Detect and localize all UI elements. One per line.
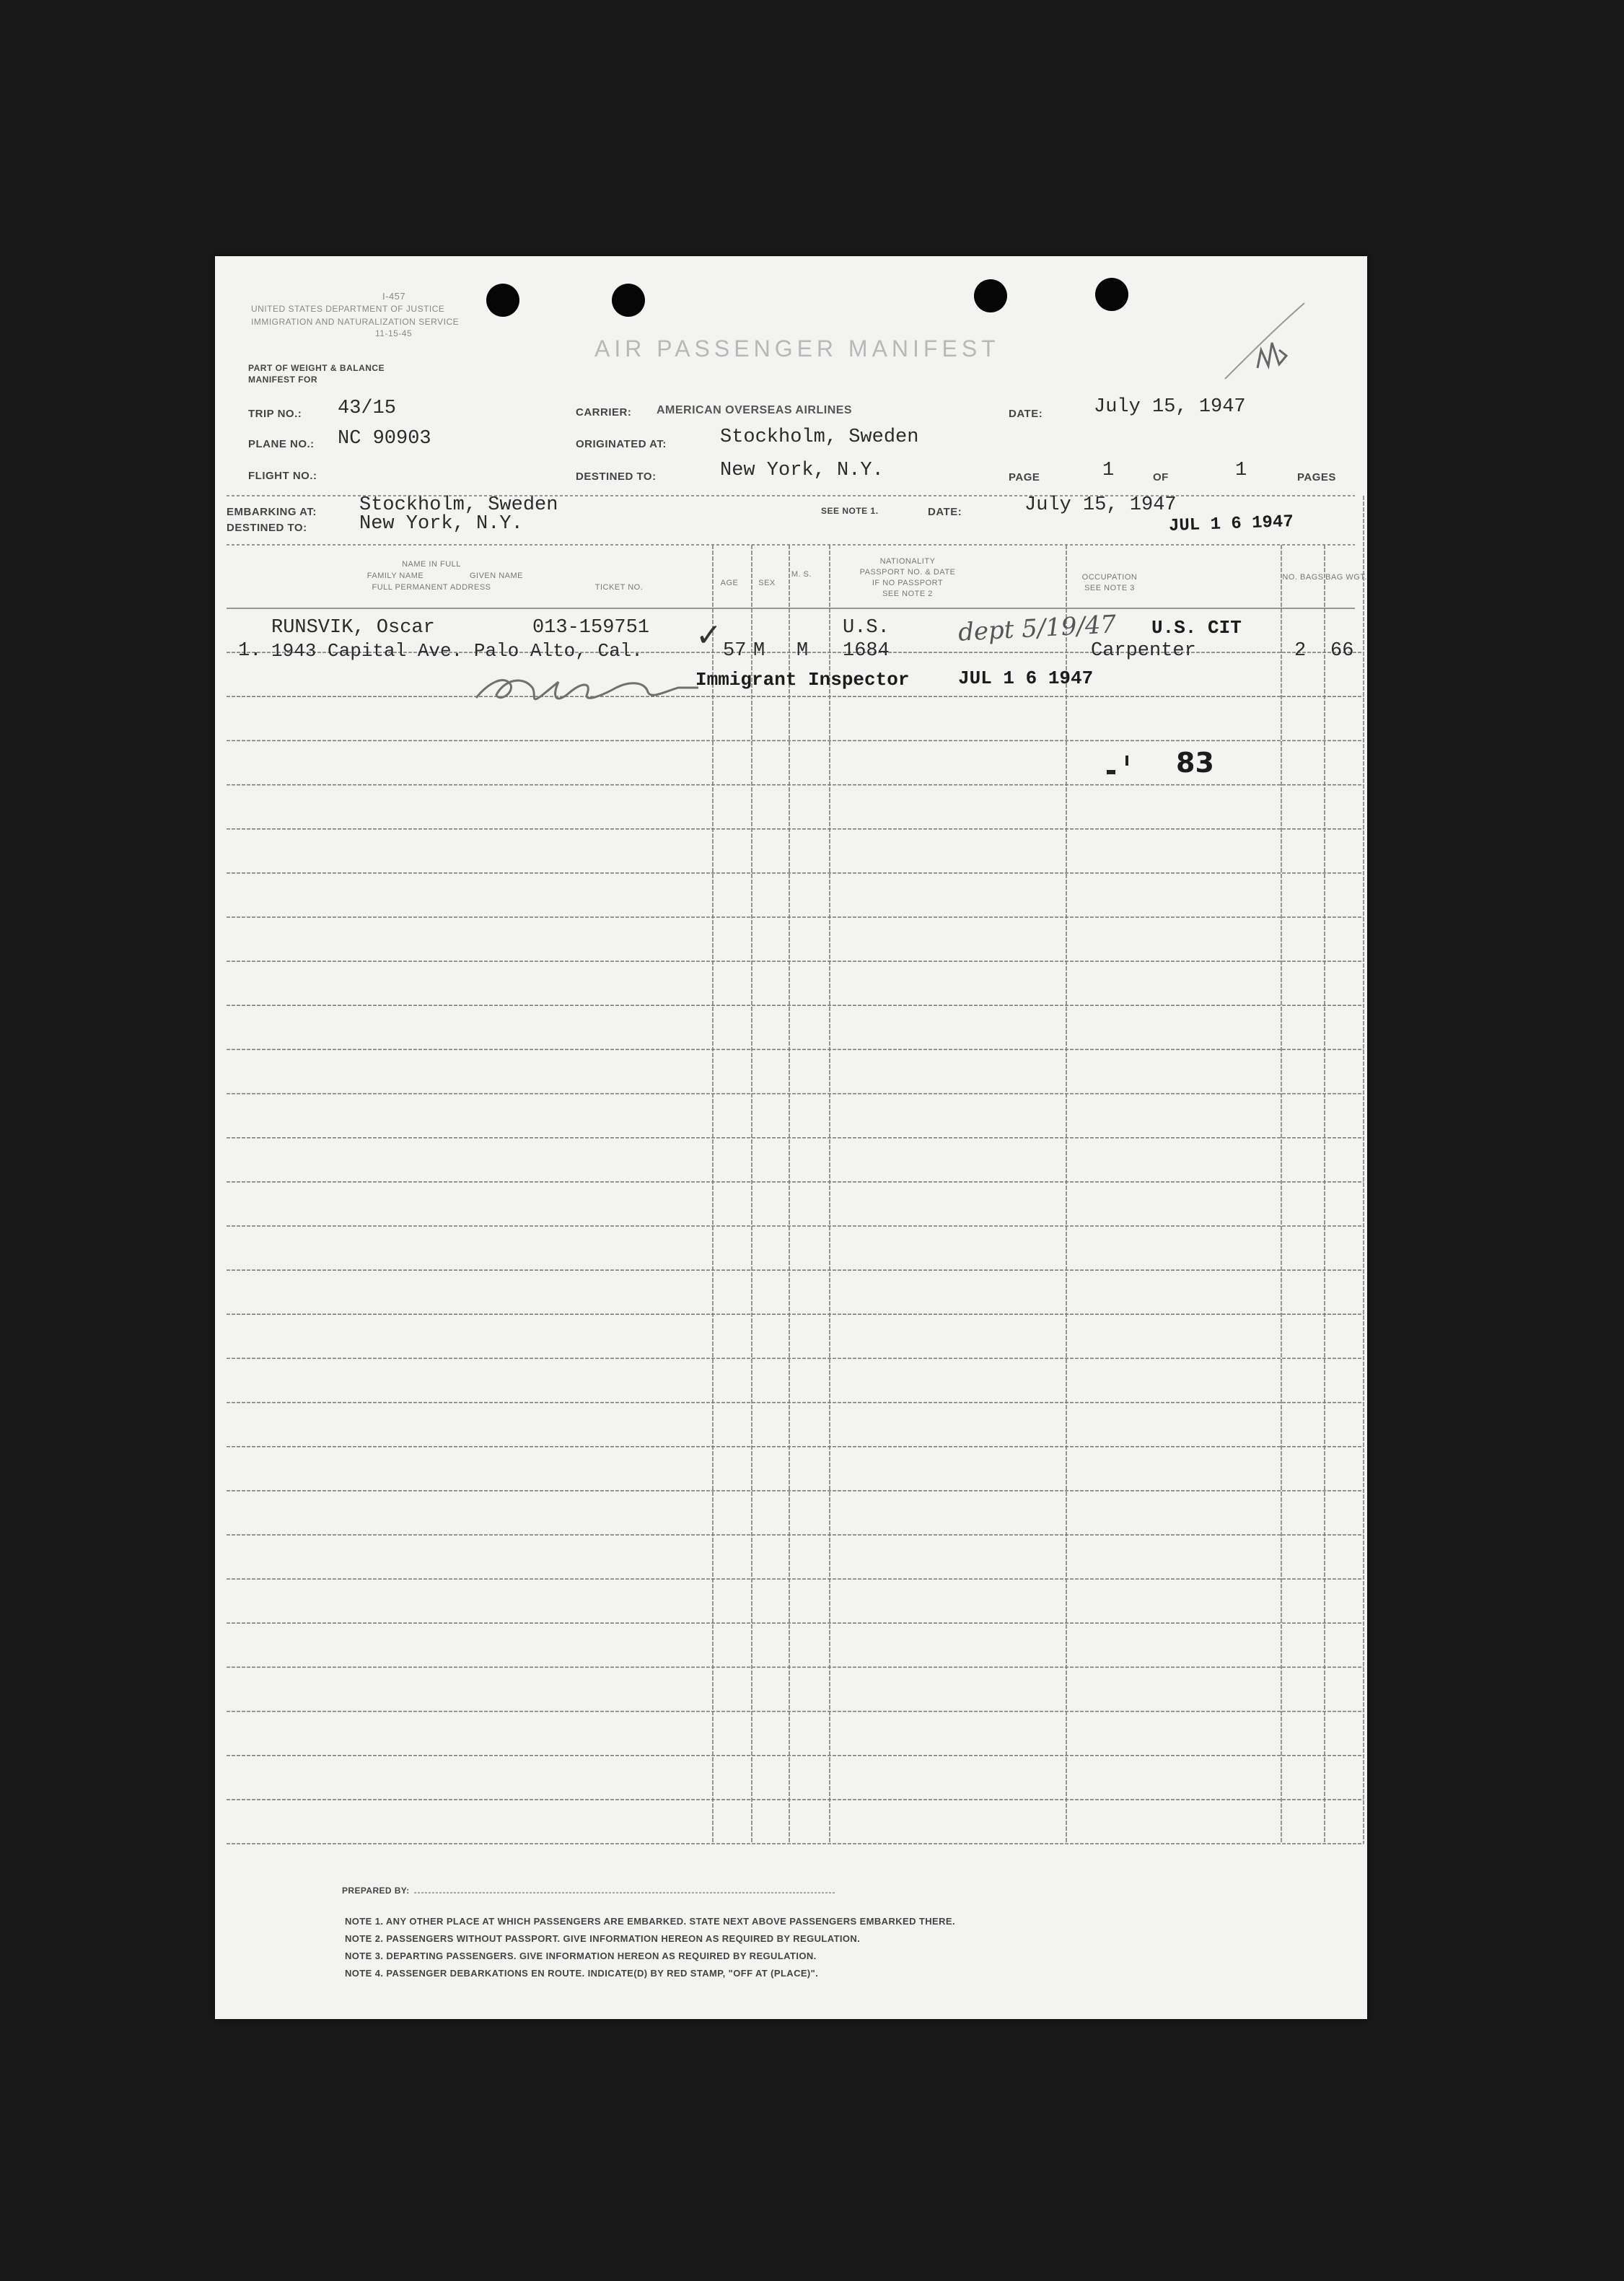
- carrier-value: AMERICAN OVERSEAS AIRLINES: [657, 404, 853, 416]
- passenger-ticket: 013-159751: [532, 617, 650, 639]
- destined-value-2: New York, N.Y.: [359, 513, 523, 535]
- passenger-name: RUNSVIK, Oscar: [271, 617, 435, 639]
- see-note-label: SEE NOTE 1.: [821, 506, 879, 516]
- passenger-number: 1.: [238, 640, 262, 662]
- note-4: NOTE 4. PASSENGER DEBARKATIONS EN ROUTE. INDICATE(D) BY RED STAMP, "OFF AT (PLACE)".: [345, 1968, 819, 1979]
- col-see-note2: SEE NOTE 2: [882, 590, 933, 598]
- date-value-2: July 15, 1947: [1024, 494, 1177, 516]
- checkmark: ✓: [695, 617, 722, 654]
- col-bag-weight: BAG WGT.: [1325, 573, 1367, 582]
- passenger-age: 57: [723, 640, 747, 662]
- passenger-marital: M: [796, 640, 809, 662]
- note-3: NOTE 3. DEPARTING PASSENGERS. GIVE INFORMATION HEREON AS REQUIRED BY REGULATION.: [345, 1951, 817, 1961]
- col-name-title: NAME IN FULL: [402, 560, 461, 569]
- agency-line1: UNITED STATES DEPARTMENT OF JUSTICE: [251, 304, 445, 314]
- originated-label: ORIGINATED AT:: [576, 438, 667, 450]
- note-1: NOTE 1. ANY OTHER PLACE AT WHICH PASSENGERS ARE EMBARKED. STATE NEXT ABOVE PASSENGERS EMBARKED THERE.: [345, 1916, 955, 1927]
- immigrant-inspector-stamp: Immigrant Inspector: [695, 669, 910, 691]
- plane-no-label: PLANE NO.:: [248, 438, 315, 450]
- trip-no-label: TRIP NO.:: [248, 408, 302, 420]
- ink-dot: [1125, 756, 1128, 766]
- date-value: July 15, 1947: [1094, 396, 1246, 418]
- agency-line2: IMMIGRATION AND NATURALIZATION SERVICE: [251, 317, 460, 327]
- passenger-bags: 2: [1294, 640, 1307, 662]
- embarking-label: EMBARKING AT:: [227, 506, 317, 518]
- trip-no-value: 43/15: [338, 398, 397, 419]
- col-nationality: NATIONALITY: [879, 557, 936, 566]
- arrival-date-stamp: JUL 1 6 1947: [1168, 512, 1294, 537]
- date-label-2: DATE:: [928, 506, 962, 518]
- passenger-nationality: U.S.: [843, 617, 890, 639]
- flight-no-label: FLIGHT NO.:: [248, 470, 317, 482]
- weight-balance-label: PART OF WEIGHT & BALANCE: [248, 363, 385, 373]
- passenger-address: 1943 Capital Ave. Palo Alto, Cal.: [271, 640, 643, 662]
- page-label: PAGE: [1009, 471, 1040, 483]
- destined-value: New York, N.Y.: [720, 460, 884, 481]
- originated-value: Stockholm, Sweden: [720, 426, 919, 448]
- destined-label: DESTINED TO:: [576, 470, 657, 483]
- passenger-passport: 1684: [843, 640, 890, 662]
- passenger-occupation: Carpenter: [1091, 640, 1196, 662]
- manifest-for-label: MANIFEST FOR: [248, 375, 317, 385]
- prepared-by-label: PREPARED BY:: [342, 1886, 410, 1896]
- col-address: FULL PERMANENT ADDRESS: [372, 583, 491, 592]
- passenger-weight: 66: [1330, 640, 1354, 662]
- note-2: NOTE 2. PASSENGERS WITHOUT PASSPORT. GIVE INFORMATION HEREON AS REQUIRED BY REGULATION.: [345, 1933, 861, 1944]
- col-no-passport: IF NO PASSPORT: [872, 579, 944, 587]
- agency-date: 11-15-45: [375, 328, 413, 338]
- col-see-note3: SEE NOTE 3: [1084, 584, 1135, 592]
- col-family-name: FAMILY NAME: [367, 572, 424, 580]
- page-title: AIR PASSENGER MANIFEST: [594, 336, 1000, 362]
- page-sequence-number: 83: [1176, 747, 1214, 779]
- col-marital-status: M. S.: [791, 570, 812, 579]
- ink-dot: [1107, 770, 1115, 774]
- citizen-stamp: U.S. CIT: [1151, 617, 1242, 639]
- date-label: DATE:: [1009, 408, 1043, 420]
- col-age: AGE: [720, 579, 739, 587]
- of-value: 1: [1235, 460, 1247, 481]
- col-sex: SEX: [758, 579, 776, 587]
- col-passport: PASSPORT NO. & DATE: [859, 568, 956, 577]
- carrier-label: CARRIER:: [576, 406, 632, 419]
- col-ticket: TICKET NO.: [594, 583, 644, 592]
- form-number: I-457: [382, 291, 406, 302]
- page-value: 1: [1102, 460, 1115, 481]
- col-occupation: OCCUPATION: [1081, 573, 1138, 582]
- of-label: OF: [1153, 471, 1169, 483]
- destined-label-2: DESTINED TO:: [227, 522, 307, 534]
- embarking-value: Stockholm, Sweden: [359, 494, 558, 516]
- col-no-bags: NO. BAGS: [1282, 573, 1324, 582]
- manifest-page: [215, 256, 1367, 2019]
- manifest-grid: [215, 256, 1367, 2019]
- inspection-date-stamp: JUL 1 6 1947: [958, 667, 1094, 689]
- passenger-sex: M: [753, 640, 765, 662]
- col-given-name: GIVEN NAME: [469, 572, 524, 580]
- inspector-signature: [468, 666, 706, 717]
- departure-annotation: dept 5/19/47: [957, 610, 1118, 647]
- pages-label: PAGES: [1297, 471, 1336, 483]
- plane-no-value: NC 90903: [338, 428, 431, 450]
